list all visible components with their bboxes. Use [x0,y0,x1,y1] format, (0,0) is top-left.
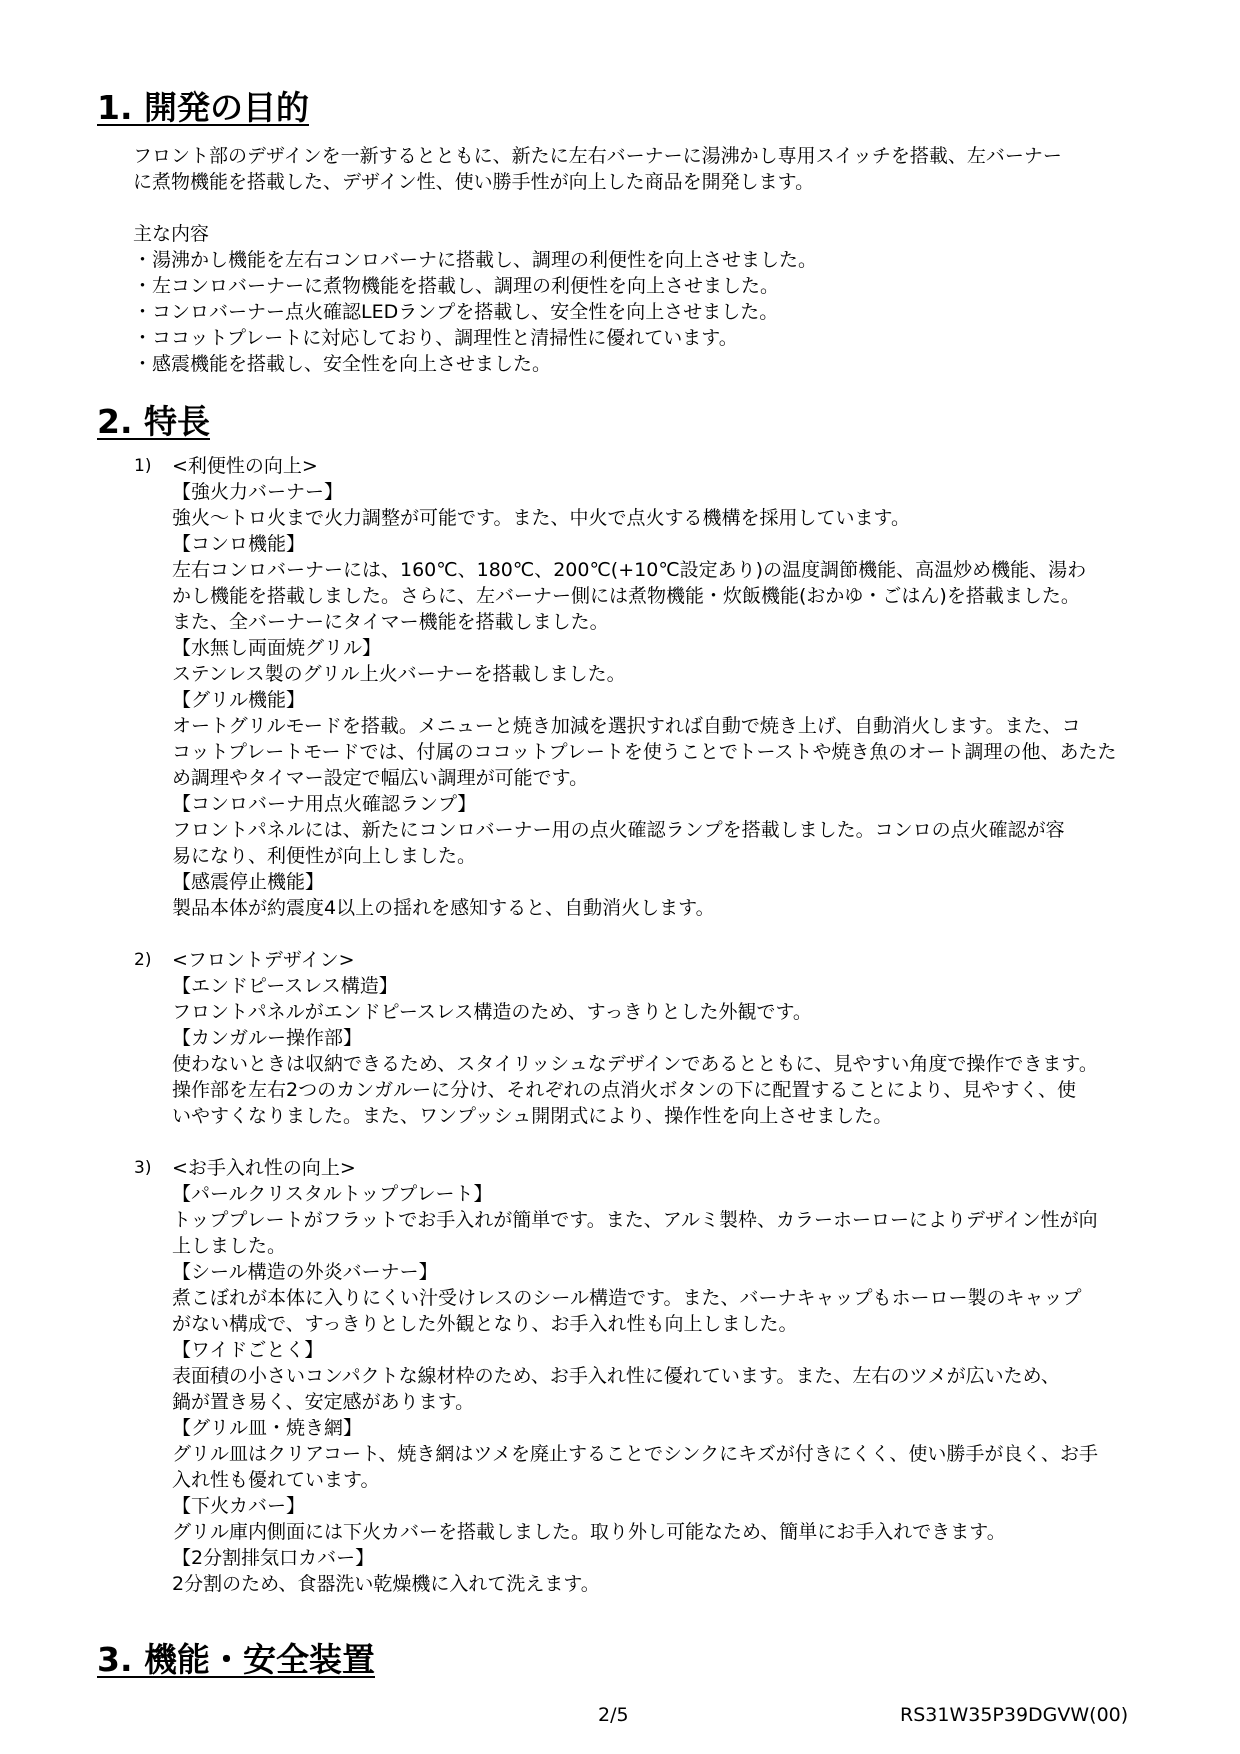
feature-group-3 [172,1155,1098,1597]
feature-line: かし機能を搭載しました。さらに、左バーナー側には煮物機能・炊飯機能(おかゆ・ごはん)を搭載ました。 [172,585,1080,607]
feature-title: 【エンドピースレス構造】 [172,975,398,997]
feature-line: 使わないときは収納できるため、スタイリッシュなデザインであるとともに、見やすい角度で操作できます。 [172,1053,1098,1075]
feature-title: 【コンロバーナ用点火確認ランプ】 [172,793,477,815]
feature-line: グリル皿はクリアコート、焼き網はツメを廃止することでシンクにキズが付きにくく、使い勝手が良く、お手 [172,1443,1098,1465]
feature-group-2 [172,947,1098,1129]
section-2-heading: 2. 特長 [97,402,210,441]
document-code: RS31W35P39DGVW(00) [900,1704,1129,1726]
feature-line: ステンレス製のグリル上火バーナーを搭載しました。 [172,663,626,685]
intro-line: に煮物機能を搭載した、デザイン性、使い勝手性が向上した商品を開発します。 [133,171,815,193]
feature-line: 上しました。 [172,1235,287,1257]
feature-line: フロントパネルがエンドピースレス構造のため、すっきりとした外観です。 [172,1001,812,1023]
feature-line: トッププレートがフラットでお手入れが簡単です。また、アルミ製枠、カラーホーローによりデザイン性が向 [172,1209,1098,1231]
group-items [172,479,1117,921]
feature-title: 【ワイドごとく】 [172,1339,324,1361]
group-title: <利便性の向上> [172,455,318,477]
feature-title: 【感震停止機能】 [172,871,325,893]
feature-line: 易になり、利便性が向上しました。 [172,845,477,867]
section-1-intro [133,143,1062,195]
feature-line: 鍋が置き易く、安定感があります。 [172,1391,475,1413]
feature-line: 左右コンロバーナーには、160℃、180℃、200℃(+10℃設定あり)の温度調節機能、高温炒め機能、湯わ [172,559,1087,581]
feature-line: フロントパネルには、新たにコンロバーナー用の点火確認ランプを搭載しました。コンロの点火確認が容 [172,819,1065,841]
feature-line: いやすくなりました。また、ワンプッシュ開閉式により、操作性を向上させました。 [172,1105,893,1127]
feature-group-1 [172,453,1117,921]
page-number: 2/5 [598,1704,629,1726]
feature-line: コットプレートモードでは、付属のココットプレートを使うことでトーストや焼き魚のオート調理の他、あたた [172,741,1117,763]
group-number: 1) [134,456,152,476]
group-number: 2) [134,950,152,970]
intro-line: フロント部のデザインを一新するとともに、新たに左右バーナーに湯沸かし専用スイッチを搭載、左バーナー [133,145,1062,167]
feature-line: グリル庫内側面には下火カバーを搭載しました。取り外し可能なため、簡単にお手入れできます。 [172,1521,1006,1543]
feature-line: 強火～トロ火まで火力調整が可能です。また、中火で点火する機構を採用しています。 [172,507,910,529]
feature-line: がない構成で、すっきりとした外観となり、お手入れ性も向上しました。 [172,1313,798,1335]
feature-title: 【シール構造の外炎バーナー】 [172,1261,438,1283]
feature-line: また、全バーナーにタイマー機能を搭載しました。 [172,611,609,633]
feature-title: 【パールクリスタルトッププレート】 [172,1183,493,1205]
bullet-item: ・感震機能を搭載し、安全性を向上させました。 [133,353,552,375]
feature-title: 【強火力バーナー】 [172,481,344,503]
bullet-item: ・コンロバーナー点火確認LEDランプを搭載し、安全性を向上させました。 [133,301,779,323]
section-1-heading: 1. 開発の目的 [97,88,309,127]
group-title: <フロントデザイン> [172,949,355,971]
feature-line: 製品本体が約震度4以上の揺れを感知すると、自動消火します。 [172,897,715,919]
bullet-item: ・ココットプレートに対応しており、調理性と清掃性に優れています。 [133,327,738,349]
section-3-heading: 3. 機能・安全装置 [97,1640,375,1679]
feature-line: オートグリルモードを搭載。メニューと焼き加減を選択すれば自動で焼き上げ、自動消火します。また、コ [172,715,1081,737]
feature-line: 2分割のため、食器洗い乾燥機に入れて洗えます。 [172,1573,600,1595]
feature-title: 【カンガルー操作部】 [172,1027,363,1049]
feature-line: め調理やタイマー設定で幅広い調理が可能です。 [172,767,589,789]
section-1-main-content [133,221,817,377]
feature-title: 【グリル機能】 [172,689,306,711]
feature-line: 入れ性も優れています。 [172,1469,380,1491]
group-title: <お手入れ性の向上> [172,1157,356,1179]
feature-line: 煮こぼれが本体に入りにくい汁受けレスのシール構造です。また、バーナキャップもホーロー製のキャップ [172,1287,1082,1309]
bullet-item: ・左コンロバーナーに煮物機能を搭載し、調理の利便性を向上させました。 [133,275,780,297]
feature-title: 【2分割排気口カバー】 [172,1547,375,1569]
feature-line: 操作部を左右2つのカンガルーに分け、それぞれの点消火ボタンの下に配置することにより、見やすく、使 [172,1079,1076,1101]
feature-title: 【水無し両面焼グリル】 [172,637,382,659]
feature-title: 【下火カバー】 [172,1495,306,1517]
feature-title: 【グリル皿・焼き網】 [172,1417,363,1439]
bullet-item: ・湯沸かし機能を左右コンロバーナに搭載し、調理の利便性を向上させました。 [133,249,818,271]
feature-title: 【コンロ機能】 [172,533,306,555]
group-number: 3) [134,1158,152,1178]
feature-line: 表面積の小さいコンパクトな線材枠のため、お手入れ性に優れています。また、左右のツメが広いため、 [172,1365,1060,1387]
main-content-label: 主な内容 [133,223,210,245]
